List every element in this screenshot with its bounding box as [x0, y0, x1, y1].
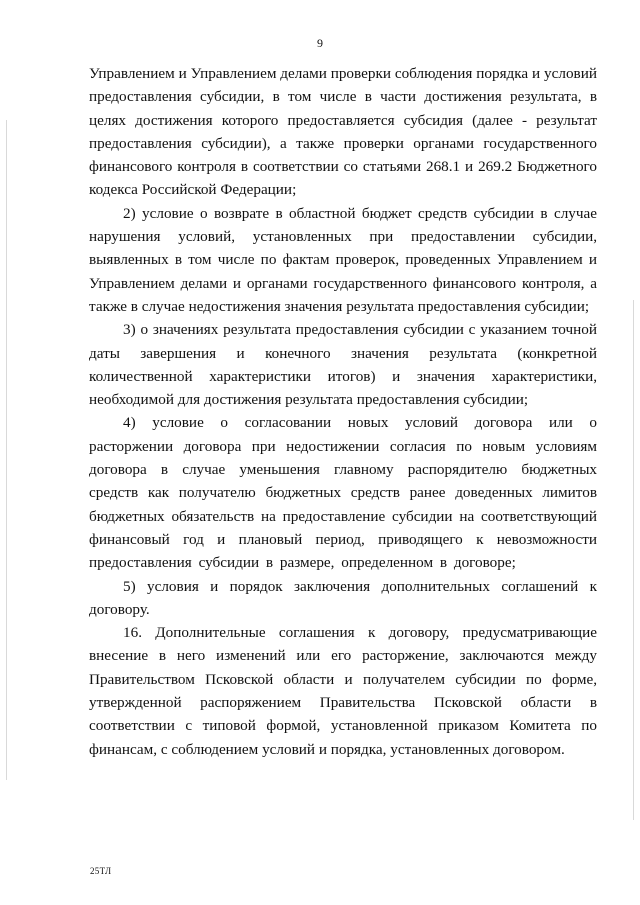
document-body [89, 62, 597, 761]
scan-edge-right [633, 300, 634, 820]
scan-edge-left [6, 120, 7, 780]
footer-document-code: 25ТЛ [90, 866, 112, 876]
paragraph-item-2: 2) условие о возврате в областной бюджет средств субсидии в случае нарушения условий, установленных при предоставлении субсидии, выявленных в том числе по фактам проверок, проведенных Управлением и Управлением делами и органами государственного финансового контроля, а также в случае недостижения значения результата предоставления субсидии; [89, 204, 597, 315]
paragraph-continuation: Управлением и Управлением делами проверки соблюдения порядка и условий предоставления субсидии, в том числе в части достижения результата, в целях достижения которого предоставляется субсидия (далее - результат предоставления субсидии), а также проверки органами государственного финансового контроля в соответствии со статьями 268.1 и 269.2 Бюджетного кодекса Российской Федерации; [89, 65, 597, 199]
paragraph-item-5: 5) условия и порядок заключения дополнительных соглашений к договору. [89, 577, 597, 618]
paragraph-item-3: 3) о значениях результата предоставления субсидии с указанием точной даты завершения и конечного значения результата (конкретной количественной характеристики итогов) и значения характеристики, необходимой для достижения результата предоставления субсидии; [89, 321, 597, 409]
page-number: 9 [317, 36, 323, 50]
paragraph-clause-16: 16. Дополнительные соглашения к договору, предусматривающие внесение в него изменений или его расторжение, заключаются между Правительством Псковской области и получателем субсидии по форме, утвержденной распоряжением Правительства Псковской области в соответствии с типовой формой, установленной приказом Комитета по финансам, с соблюдением условий и порядка, установленных договором. [89, 624, 597, 758]
paragraph-item-4: 4) условие о согласовании новых условий договора или о расторжении договора при недостижении согласия по новым условиям договора в случае уменьшения главному распорядителю бюджетных средств как получателю бюджетных средств ранее доведенных лимитов бюджетных обязательств на предоставление субсидии на соответствующий финансовый год и плановый период, приводящего к невозможности предоставления субсидии в размере, определенном в договоре; [89, 414, 597, 572]
